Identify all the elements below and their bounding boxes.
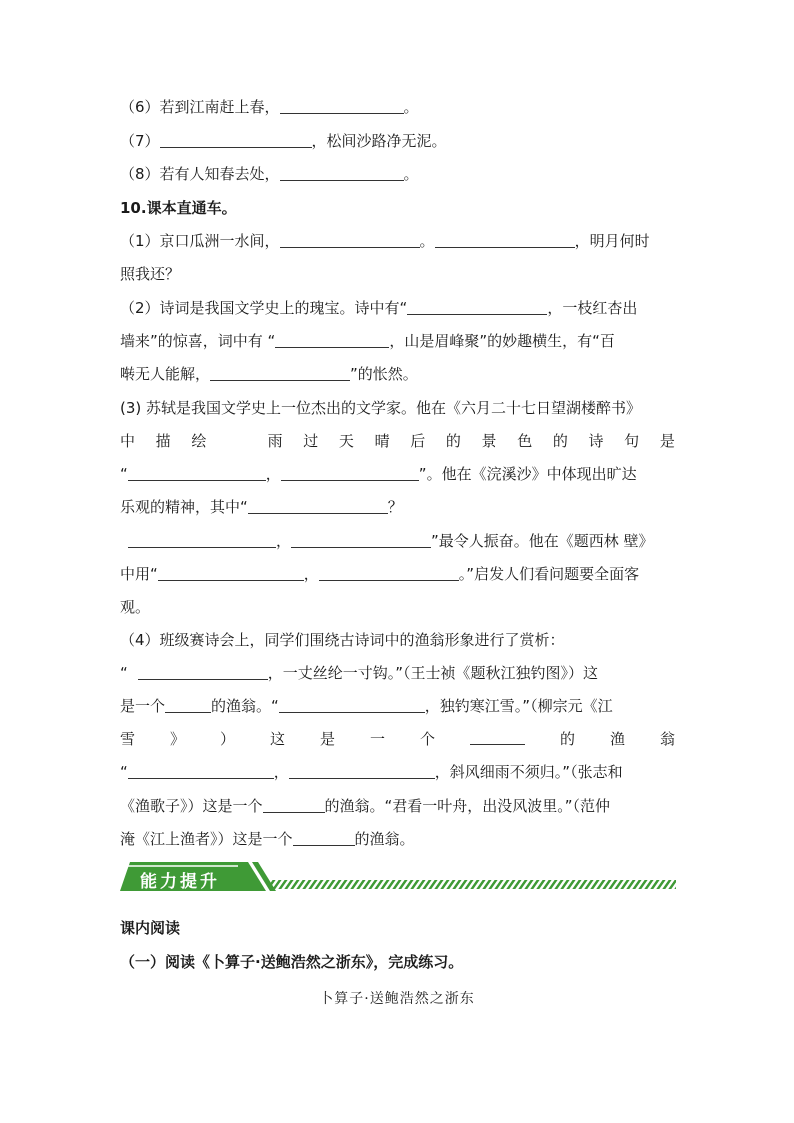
question-6: （6）若到江南赶上春， 。: [120, 98, 419, 116]
answer-blank[interactable]: [280, 165, 404, 181]
answer-blank[interactable]: [407, 299, 547, 315]
question-10-4: （4）班级赛诗会上，同学们围绕古诗词中的渔翁形象进行了赏析：: [120, 631, 565, 649]
answer-blank[interactable]: [289, 763, 435, 779]
answer-blank[interactable]: [160, 132, 312, 148]
question-10-3: (3) 苏轼是我国文学史上一位杰出的文学家。他在《六月二十七日望湖楼醉书》: [120, 399, 642, 417]
answer-blank[interactable]: [319, 565, 459, 581]
reading-heading: 课内阅读: [120, 919, 181, 937]
question-8: （8）若有人知春去处， 。: [120, 165, 419, 183]
question-10-2: （2）诗词是我国文学史上的瑰宝。诗中有“ ，一枝红杏出: [120, 299, 638, 317]
question-10-4-line2: “ ，一丈丝纶一寸钩。”（王士祯《题秋江独钓图》）这: [120, 664, 599, 682]
answer-blank[interactable]: [128, 465, 266, 481]
question-10-3-line3: “ ， ”。他在《浣溪沙》中体现出旷达: [120, 465, 637, 483]
answer-blank[interactable]: [279, 697, 425, 713]
question-10-3-line6: 中用“ ， 。”启发人们看问题要全面客: [120, 565, 640, 583]
answer-blank[interactable]: [165, 697, 211, 713]
answer-blank[interactable]: [128, 532, 276, 548]
answer-blank[interactable]: [291, 532, 431, 548]
question-10-3-line4: 乐观的精神，其中“ ？: [120, 498, 403, 516]
question-7: （7） ，松间沙路净无泥。: [120, 132, 447, 150]
answer-blank[interactable]: [470, 729, 525, 745]
section-banner: [120, 858, 676, 894]
answer-blank[interactable]: [280, 232, 420, 248]
question-10-3-spread: 中 描 绘 雨 过 天 晴 后 的 景 色 的 诗 句 是: [120, 432, 675, 450]
question-10-4-spread: 雪 》 ） 这 是 一 个 的 渔 翁: [120, 730, 675, 748]
answer-blank[interactable]: [275, 332, 389, 348]
question-10-2-line3: 啭无人能解， ”的怅然。: [120, 365, 418, 383]
question-10-4-line6: 《渔歌子》）这是一个 的渔翁。“君看一叶舟，出没风波里。”（范仲: [120, 797, 611, 815]
answer-blank[interactable]: [248, 498, 388, 514]
question-10-4-line5: “ ， ，斜风细雨不须归。”（张志和: [120, 763, 623, 781]
section-10-title: 10.课本直通车。: [120, 199, 237, 217]
answer-blank[interactable]: [210, 365, 350, 381]
answer-blank[interactable]: [293, 830, 355, 846]
question-10-2-line2: 墙来”的惊喜，词中有 “ ，山是眉峰聚”的妙趣横生，有“百: [120, 332, 615, 350]
answer-blank[interactable]: [263, 797, 325, 813]
question-10-4-line3: 是一个 的渔翁。“ ，独钓寒江雪。”（柳宗元《江: [120, 697, 613, 715]
banner-label: 能力提升: [140, 872, 220, 892]
answer-blank[interactable]: [435, 232, 575, 248]
question-10-4-line7: 淹《江上渔者》）这是一个 的渔翁。: [120, 830, 415, 848]
answer-blank[interactable]: [128, 763, 274, 779]
question-10-3-line5: ， ”最令人振奋。他在《题西林 壁》: [120, 531, 680, 551]
answer-blank[interactable]: [281, 465, 419, 481]
answer-blank[interactable]: [280, 98, 404, 114]
reading-task: （一）阅读《卜算子·送鲍浩然之浙东》，完成练习。: [120, 953, 464, 971]
question-10-3-line7: 观。: [120, 598, 151, 616]
question-10-1-cont: 照我还？: [120, 265, 181, 283]
answer-blank[interactable]: [158, 565, 304, 581]
question-10-1: （1）京口瓜洲一水间， 。 ，明月何时: [120, 232, 650, 250]
answer-blank[interactable]: [138, 664, 268, 680]
poem-title: 卜算子·送鲍浩然之浙东: [319, 991, 475, 1007]
